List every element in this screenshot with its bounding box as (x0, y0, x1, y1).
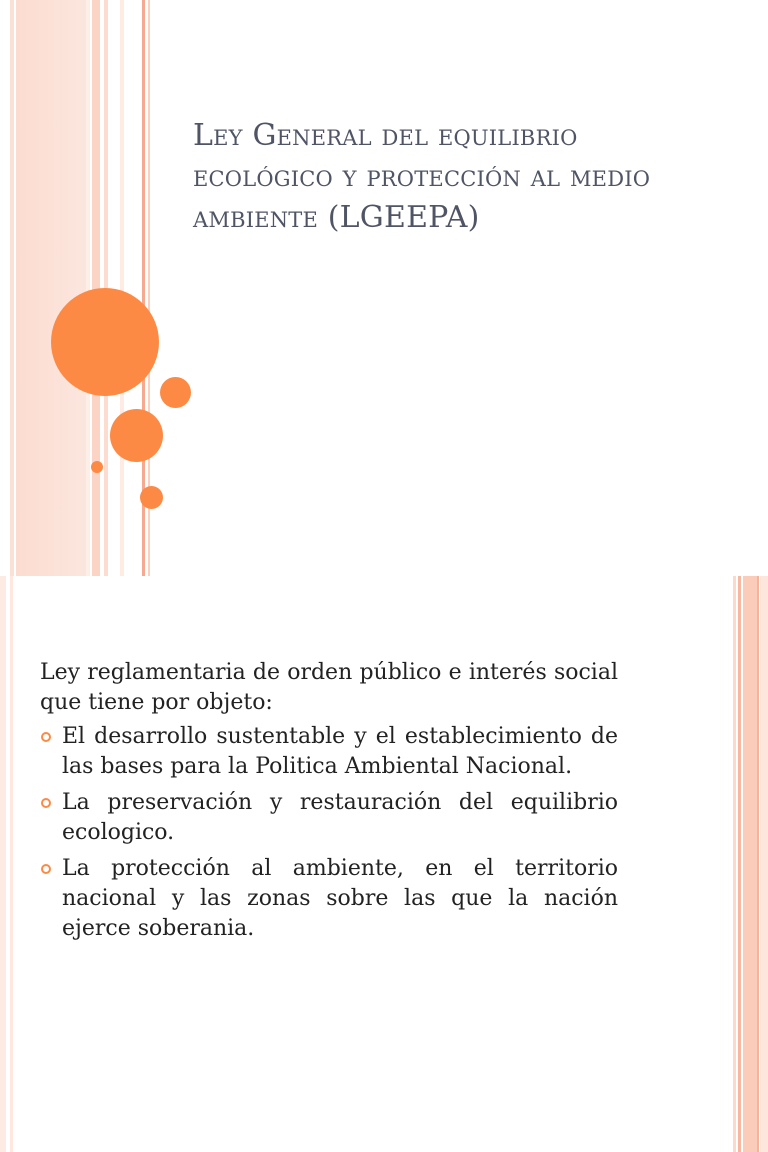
intro-text: Ley reglamentaria de orden público e interés social que tiene por objeto: (40, 660, 618, 715)
list-item (40, 854, 618, 944)
decorative-circle-large (51, 288, 159, 396)
list-item-text: El desarrollo sustentable y el establecimiento de las bases para la Politica Ambiental Nacional. (62, 724, 618, 779)
decorative-stripe (738, 576, 741, 1152)
slide-body (40, 658, 618, 950)
list-item (40, 722, 618, 782)
list-item-text: La protección al ambiente, en el territorio nacional y las zonas sobre las que la nación ejerce soberania. (62, 856, 618, 941)
decorative-circle (160, 377, 191, 408)
decorative-stripe (760, 576, 768, 1152)
circle-bullet-icon (41, 864, 51, 874)
list-item (40, 788, 618, 848)
decorative-stripe (86, 0, 90, 576)
decorative-circle-small (91, 461, 103, 473)
decorative-stripe (0, 576, 6, 1152)
decorative-stripe (733, 576, 736, 1152)
slide-title: Ley General del equilibrio ecológico y protección al medio ambiente (LGEEPA) (193, 118, 651, 235)
decorative-stripe (757, 576, 759, 1152)
bullet-list (40, 722, 618, 944)
decorative-stripe (10, 0, 14, 576)
list-item-text: La preservación y restauración del equilibrio ecologico. (62, 790, 618, 845)
content-slide (0, 576, 768, 1152)
decorative-circle (110, 409, 163, 462)
decorative-stripe (743, 576, 757, 1152)
decorative-circle (140, 486, 163, 509)
decorative-stripe (120, 0, 124, 576)
circle-bullet-icon (41, 798, 51, 808)
circle-bullet-icon (41, 732, 51, 742)
decorative-stripe (16, 0, 86, 576)
decorative-stripe (10, 576, 13, 1152)
